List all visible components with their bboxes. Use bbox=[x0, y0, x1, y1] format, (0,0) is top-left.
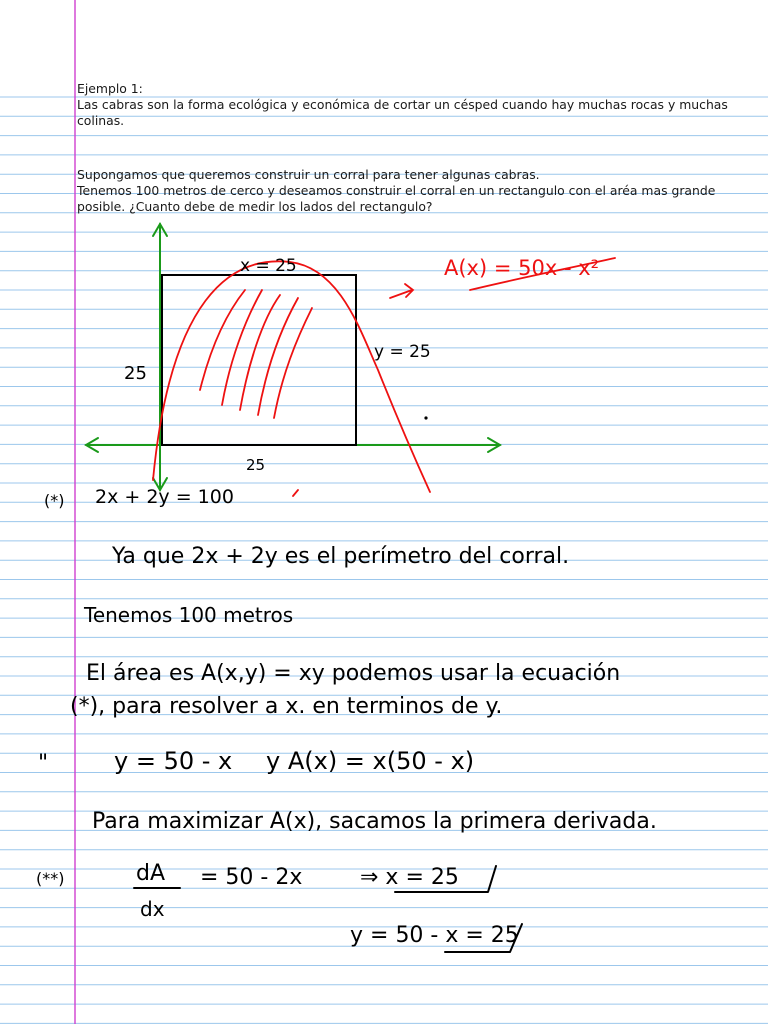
area-function-label: A(x) = 50x - x² bbox=[444, 256, 600, 280]
perimeter-equation: 2x + 2y = 100 bbox=[95, 486, 234, 508]
stray-mark bbox=[293, 490, 298, 496]
star-marker: (*) bbox=[44, 491, 65, 510]
corral-rectangle bbox=[162, 275, 356, 445]
derivative-rhs: = 50 - 2x bbox=[200, 865, 303, 890]
perimeter-note: Ya que 2x + 2y es el perímetro del corral. bbox=[112, 544, 570, 569]
y-result: y = 50 - x = 25 bbox=[350, 923, 519, 948]
x-result: ⇒ x = 25 bbox=[360, 865, 459, 890]
left-side-label: 25 bbox=[124, 363, 147, 384]
right-side-label: y = 25 bbox=[374, 342, 431, 362]
area-note: El área es A(x,y) = xy podemos usar la ecuación bbox=[86, 661, 621, 686]
y-equation: y = 50 - x bbox=[114, 747, 233, 775]
derivative-denominator: dx bbox=[140, 897, 165, 921]
problem-paragraph: Tenemos 100 metros de cerco y deseamos construir el corral en un rectangulo con el aréa mas grande posible. ¿Cuanto debe de medir los lados del rectangulo? bbox=[77, 183, 716, 215]
shading-stroke bbox=[274, 308, 312, 418]
parabola-curve bbox=[153, 261, 430, 492]
dot-mark bbox=[424, 416, 427, 419]
double-quote-marker: " bbox=[38, 751, 49, 776]
double-star-marker: (**) bbox=[36, 869, 65, 888]
suppose-paragraph: Supongamos que queremos construir un corral para tener algunas cabras. bbox=[77, 167, 540, 182]
arrow-icon bbox=[390, 284, 413, 298]
fence-note: Tenemos 100 metros bbox=[84, 603, 294, 627]
example-title: Ejemplo 1: bbox=[77, 81, 143, 96]
solve-note: (*), para resolver a x. en terminos de y. bbox=[70, 694, 503, 719]
top-side-label: x = 25 bbox=[240, 256, 297, 276]
area-parabola bbox=[153, 258, 615, 496]
derivative-numerator: dA bbox=[136, 861, 166, 886]
intro-paragraph: Las cabras son la forma ecológica y económica de cortar un césped cuando hay muchas rocas y muchas colinas. bbox=[77, 97, 728, 129]
bottom-side-label: 25 bbox=[246, 456, 266, 474]
maximize-note: Para maximizar A(x), sacamos la primera derivada. bbox=[92, 809, 657, 834]
area-equation: y A(x) = x(50 - x) bbox=[266, 747, 475, 775]
